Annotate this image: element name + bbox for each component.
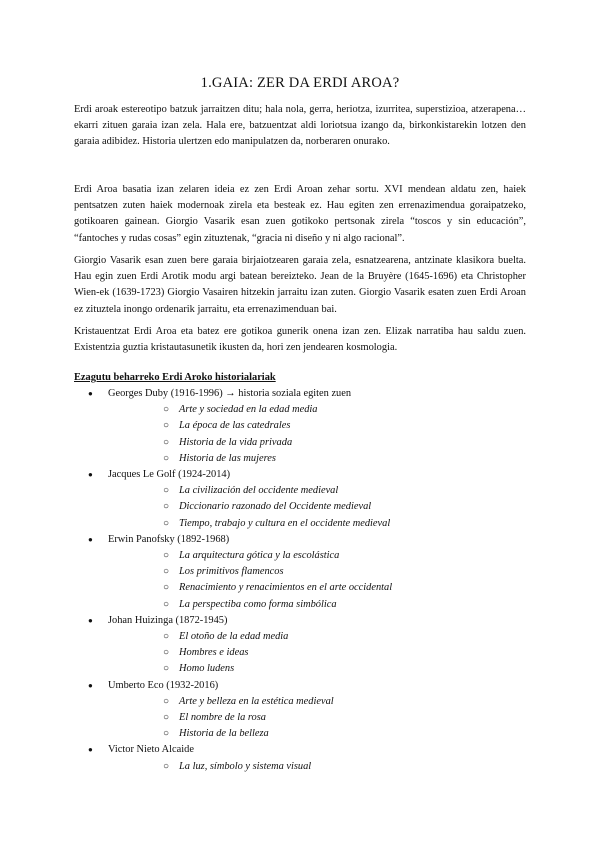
work-item (108, 418, 526, 434)
work-title: La luz, símbolo y sistema visual (179, 760, 312, 772)
work-item (108, 564, 526, 580)
works-list (108, 629, 526, 678)
historian-item (74, 613, 526, 678)
bullet-icon: ● (88, 534, 93, 544)
historian-item (74, 742, 526, 774)
work-title: El nombre de la rosa (179, 712, 266, 724)
circle-bullet-icon: ○ (163, 760, 170, 772)
work-title: Tiempo, trabajo y cultura en el occidente medieval (179, 517, 391, 529)
historian-name: Johan Huizinga (1872-1945) (108, 614, 228, 626)
work-item (108, 597, 526, 613)
circle-bullet-icon: ○ (163, 712, 170, 724)
circle-bullet-icon: ○ (163, 582, 170, 594)
historian-item (74, 386, 526, 467)
works-list (108, 694, 526, 743)
historians-list (74, 386, 526, 775)
paragraph-2: Erdi Aroa basatia izan zelaren ideia ez zen Erdi Aroan zehar sortu. XVI mendean aldatu zen, haiek pentsatzen zuten haiek modernoak zirela eta besteak ez. Hau egiten zen errenazimendua goraipatzeko, gotikoaren gainean. Giorgio Vasarik esan zuen gotikoko pertsonak zirela “toscos y sin educación”, “fantoches y rudas cosas” egin zituztenak, “gracia ni diseño y ni algo racional”. (74, 184, 526, 244)
paragraph-1: Erdi aroak estereotipo batzuk jarraitzen ditu; hala nola, gerra, heriotza, izurritea, superstizioa, atzerapena… ekarri zituen garaia izan zela. Hala ere, batzuentzat aldi loriotsua izango da, birkonkistarekin lotzen den garaia adibidez. Historia ulertzen edo manipulatzen da, norberaren onurako. (74, 104, 526, 148)
circle-bullet-icon: ○ (163, 631, 170, 643)
work-item (108, 661, 526, 677)
work-item (108, 451, 526, 467)
page-title: 1.GAIA: ZER DA ERDI AROA? (200, 75, 400, 91)
work-title: Arte y sociedad en la edad media (179, 404, 318, 416)
work-item (108, 402, 526, 418)
work-title: Homo ludens (179, 663, 235, 675)
historian-item (74, 678, 526, 743)
work-title: Diccionario razonado del Occidente medieval (179, 501, 372, 513)
circle-bullet-icon: ○ (163, 647, 170, 659)
work-item (108, 694, 526, 710)
work-item (108, 645, 526, 661)
work-title: Historia de la vida privada (179, 436, 293, 448)
circle-bullet-icon: ○ (163, 404, 170, 416)
works-list (108, 759, 526, 775)
work-title: Historia de las mujeres (179, 452, 276, 464)
circle-bullet-icon: ○ (163, 420, 170, 432)
bullet-icon: ● (88, 389, 93, 398)
work-title: La época de las catedrales (179, 420, 291, 432)
historian-item (74, 532, 526, 613)
circle-bullet-icon: ○ (163, 695, 170, 707)
bullet-icon: ● (88, 615, 93, 625)
work-title: Los primitivos flamencos (179, 566, 284, 578)
historian-name: Victor Nieto Alcaide (108, 744, 194, 756)
bullet-icon: ● (88, 470, 93, 480)
work-item (108, 483, 526, 499)
circle-bullet-icon: ○ (163, 485, 170, 497)
historian-name: Georges Duby (1916-1996) → historia soziala egiten zuen (108, 388, 352, 399)
circle-bullet-icon: ○ (163, 598, 170, 610)
circle-bullet-icon: ○ (163, 566, 170, 578)
works-list (108, 402, 526, 467)
works-list (108, 483, 526, 532)
work-title: La arquitectura gótica y la escolástica (179, 550, 340, 562)
work-item (108, 499, 526, 515)
work-title: La perspectiba como forma simbólica (179, 598, 337, 610)
historian-name: Jacques Le Golf (1924-2014) (108, 469, 231, 481)
work-item (108, 629, 526, 645)
circle-bullet-icon: ○ (163, 501, 170, 513)
historian-name: Erwin Panofsky (1892-1968) (108, 533, 230, 545)
work-title: Arte y belleza en la estética medieval (179, 695, 334, 707)
work-title: El otoño de la edad media (179, 631, 289, 643)
work-title: Historia de la belleza (179, 728, 269, 740)
circle-bullet-icon: ○ (163, 663, 170, 675)
work-title: Renacimiento y renacimientos en el arte occidental (179, 582, 393, 594)
paragraph-4: Kristauentzat Erdi Aroa eta batez ere gotikoa gunerik onena izan zen. Elizak narratiba hau saldu zuen. Existentzia guztia kristautasunetik ikusten da, hori zen jendearen kosmologia. (74, 326, 526, 354)
bullet-icon: ● (88, 745, 93, 755)
circle-bullet-icon: ○ (163, 728, 170, 740)
work-item (108, 759, 526, 775)
bullet-icon: ● (88, 680, 93, 690)
circle-bullet-icon: ○ (163, 550, 170, 562)
work-item (108, 726, 526, 742)
work-item (108, 548, 526, 564)
work-item (108, 580, 526, 596)
works-list (108, 548, 526, 613)
circle-bullet-icon: ○ (163, 436, 170, 448)
work-title: La civilización del occidente medieval (179, 485, 339, 497)
circle-bullet-icon: ○ (163, 517, 170, 529)
circle-bullet-icon: ○ (163, 452, 170, 464)
historians-heading: Ezagutu beharreko Erdi Aroko historialariak (74, 372, 276, 383)
paragraph-3: Giorgio Vasarik esan zuen bere garaia birjaiotzearen garaia zela, esnatzearena, antzinate klasikora buelta. Hau egin zuen Erdi Arotik modu argi batean bereizteko. Jean de la Bruyère (1645-1696) eta Christopher Wien-ek (1639-1723) Giorgio Vasairen hitzekin jarraitu izan zuten. Giorgio Vasarik esaten zuen Erdi Aroan ez zituztela inongo ordenarik jarraitu, eta errenazimenduan bai. (74, 255, 526, 315)
work-item (108, 435, 526, 451)
historian-item (74, 467, 526, 532)
work-item (108, 710, 526, 726)
work-item (108, 516, 526, 532)
work-title: Hombres e ideas (179, 647, 249, 659)
historian-name: Umberto Eco (1932-2016) (108, 679, 219, 691)
